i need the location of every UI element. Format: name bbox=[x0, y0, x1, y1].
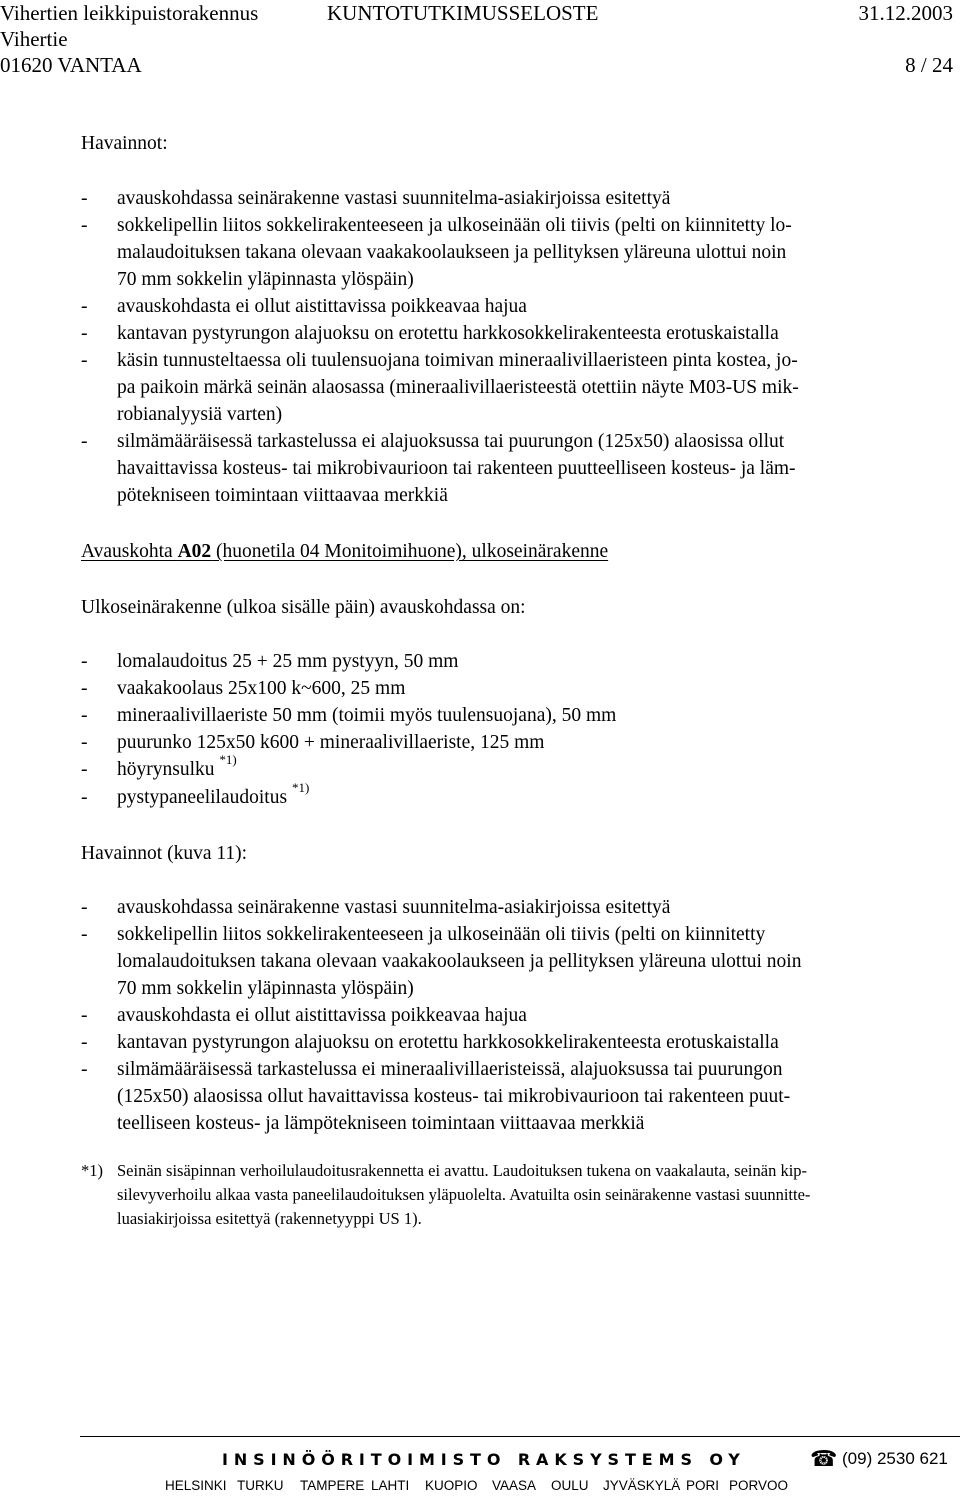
city-name: TURKU bbox=[237, 1478, 284, 1493]
list-item: avauskohdassa seinärakenne vastasi suunnitelma-asiakirjoissa esitettyä bbox=[117, 897, 671, 918]
page-number: 8 / 24 bbox=[905, 53, 953, 77]
list-item: silmämääräisessä tarkastelussa ei mineraalivillaeristeissä, alajuoksussa tai puurungon bbox=[117, 1059, 783, 1080]
bullet-dash: - bbox=[81, 787, 88, 808]
bullet-dash: - bbox=[81, 188, 88, 209]
header-street: Vihertie bbox=[0, 27, 68, 51]
footnote-line: Seinän sisäpinnan verhoilulaudoitusrakennetta ei avattu. Laudoituksen tukena on vaakalauta, seinän kip- bbox=[117, 1161, 808, 1180]
bullet-dash: - bbox=[81, 897, 88, 918]
list-item: sokkelipellin liitos sokkelirakenteeseen ja ulkoseinään oli tiivis (pelti on kiinnitetty bbox=[117, 924, 766, 945]
opening-location-heading bbox=[81, 538, 608, 565]
footnote-line: silevyverhoilu alkaa vasta paneelilaudoituksen yläpuolelta. Avatuilta osin seinärakenne vastasi suunnitte- bbox=[117, 1185, 811, 1204]
city-name: PORVOO bbox=[729, 1478, 789, 1493]
header-date: 31.12.2003 bbox=[858, 1, 953, 25]
city-name: KUOPIO bbox=[425, 1478, 478, 1493]
section-heading-observations-image: Havainnot (kuva 11): bbox=[81, 843, 248, 864]
structure-layer: puurunko 125x50 k600 + mineraalivillaeriste, 125 mm bbox=[117, 732, 545, 753]
footnote-reference: *1) bbox=[219, 752, 237, 767]
list-item-continuation: teelliseen kosteus- ja lämpötekniseen toimintaan viittaavaa merkkiä bbox=[117, 1113, 645, 1134]
list-item-continuation: 70 mm sokkelin yläpinnasta ylöspäin) bbox=[117, 269, 414, 290]
section-heading-observations: Havainnot: bbox=[81, 133, 168, 154]
header-postal: 01620 VANTAA bbox=[0, 53, 142, 77]
header-org: Vihertien leikkipuistorakennus bbox=[0, 1, 259, 25]
structure-intro: Ulkoseinärakenne (ulkoa sisälle päin) avauskohdassa on: bbox=[81, 597, 526, 618]
bullet-dash: - bbox=[81, 431, 88, 452]
bullet-dash: - bbox=[81, 323, 88, 344]
header-doc-type: KUNTOTUTKIMUSSELOSTE bbox=[327, 1, 599, 25]
footnote-reference: *1) bbox=[291, 780, 310, 795]
list-item: avauskohdassa seinärakenne vastasi suunnitelma-asiakirjoissa esitettyä bbox=[117, 188, 671, 209]
company-phone: (09) 2530 621 bbox=[842, 1449, 948, 1468]
city-name: JYVÄSKYLÄ bbox=[603, 1478, 681, 1493]
list-item: avauskohdasta ei ollut aistittavissa poikkeavaa hajua bbox=[117, 296, 527, 317]
bullet-dash: - bbox=[81, 1005, 88, 1026]
bullet-dash: - bbox=[81, 759, 88, 780]
list-item-continuation: 70 mm sokkelin yläpinnasta ylöspäin) bbox=[117, 978, 414, 999]
city-name: TAMPERE bbox=[300, 1478, 365, 1493]
list-item-continuation: lomalaudoituksen takana olevaan vaakakoolaukseen ja pellityksen yläreuna ulottui noin bbox=[117, 951, 802, 972]
city-name: HELSINKI bbox=[165, 1478, 227, 1493]
city-name: VAASA bbox=[492, 1478, 537, 1493]
list-item-continuation: havaittavissa kosteus- tai mikrobivaurioon tai rakenteen puutteelliseen kosteus- ja läm- bbox=[117, 458, 796, 479]
list-item-continuation: pötekniseen toimintaan viittaavaa merkkiä bbox=[117, 485, 448, 506]
list-item: kantavan pystyrungon alajuoksu on erotettu harkkosokkelirakenteesta erotuskaistalla bbox=[117, 323, 779, 344]
bullet-dash: - bbox=[81, 678, 88, 699]
bullet-dash: - bbox=[81, 215, 88, 236]
city-name: LAHTI bbox=[371, 1478, 410, 1493]
footer-divider bbox=[80, 1436, 960, 1437]
structure-layer bbox=[117, 752, 237, 783]
structure-layer bbox=[117, 780, 310, 811]
list-item: käsin tunnusteltaessa oli tuulensuojana toimivan mineraalivillaeristeen pinta kostea, jo- bbox=[117, 350, 798, 371]
bullet-dash: - bbox=[81, 651, 88, 672]
structure-layer: mineraalivillaeriste 50 mm (toimii myös tuulensuojana), 50 mm bbox=[117, 705, 617, 726]
company-name: INSINÖÖRITOIMISTO RAKSYSTEMS OY bbox=[222, 1450, 746, 1469]
telephone-icon: ☎ bbox=[810, 1446, 838, 1471]
bullet-dash: - bbox=[81, 350, 88, 371]
city-name: OULU bbox=[551, 1478, 589, 1493]
city-name: PORI bbox=[686, 1478, 720, 1493]
opening-code: A02 bbox=[177, 541, 212, 562]
bullet-dash: - bbox=[81, 1059, 88, 1080]
list-item: sokkelipellin liitos sokkelirakenteeseen ja ulkoseinään oli tiivis (pelti on kiinnitetty lo- bbox=[117, 215, 792, 236]
structure-layer-text: pystypaneelilaudoitus bbox=[117, 787, 288, 808]
list-item-continuation: (125x50) alaosissa ollut havaittavissa kosteus- tai mikrobivaurioon tai rakenteen puut- bbox=[117, 1086, 791, 1107]
list-item: silmämääräisessä tarkastelussa ei alajuoksussa tai puurungon (125x50) alaosissa ollut bbox=[117, 431, 785, 452]
bullet-dash: - bbox=[81, 732, 88, 753]
list-item: avauskohdasta ei ollut aistittavissa poikkeavaa hajua bbox=[117, 1005, 527, 1026]
opening-suffix: (huonetila 04 Monitoimihuone), ulkoseinärakenne bbox=[211, 541, 609, 562]
bullet-dash: - bbox=[81, 924, 88, 945]
opening-prefix: Avauskohta bbox=[81, 541, 178, 562]
list-item-continuation: pa paikoin märkä seinän alaosassa (mineraalivillaeristeestä otettiin näyte M03-US mik- bbox=[117, 377, 799, 398]
structure-layer: vaakakoolaus 25x100 k~600, 25 mm bbox=[117, 678, 406, 699]
bullet-dash: - bbox=[81, 296, 88, 317]
structure-layer-text: höyrynsulku bbox=[117, 759, 215, 780]
structure-layer: lomalaudoitus 25 + 25 mm pystyyn, 50 mm bbox=[117, 651, 459, 672]
list-item-continuation: robianalyysiä varten) bbox=[117, 404, 283, 425]
footnote-mark: *1) bbox=[81, 1161, 103, 1180]
footnote-line: luasiakirjoissa esitettyä (rakennetyyppi US 1). bbox=[117, 1209, 422, 1228]
list-item: kantavan pystyrungon alajuoksu on erotettu harkkosokkelirakenteesta erotuskaistalla bbox=[117, 1032, 779, 1053]
bullet-dash: - bbox=[81, 1032, 88, 1053]
bullet-dash: - bbox=[81, 705, 88, 726]
list-item-continuation: malaudoituksen takana olevaan vaakakoolaukseen ja pellityksen yläreuna ulottui noin bbox=[117, 242, 787, 263]
